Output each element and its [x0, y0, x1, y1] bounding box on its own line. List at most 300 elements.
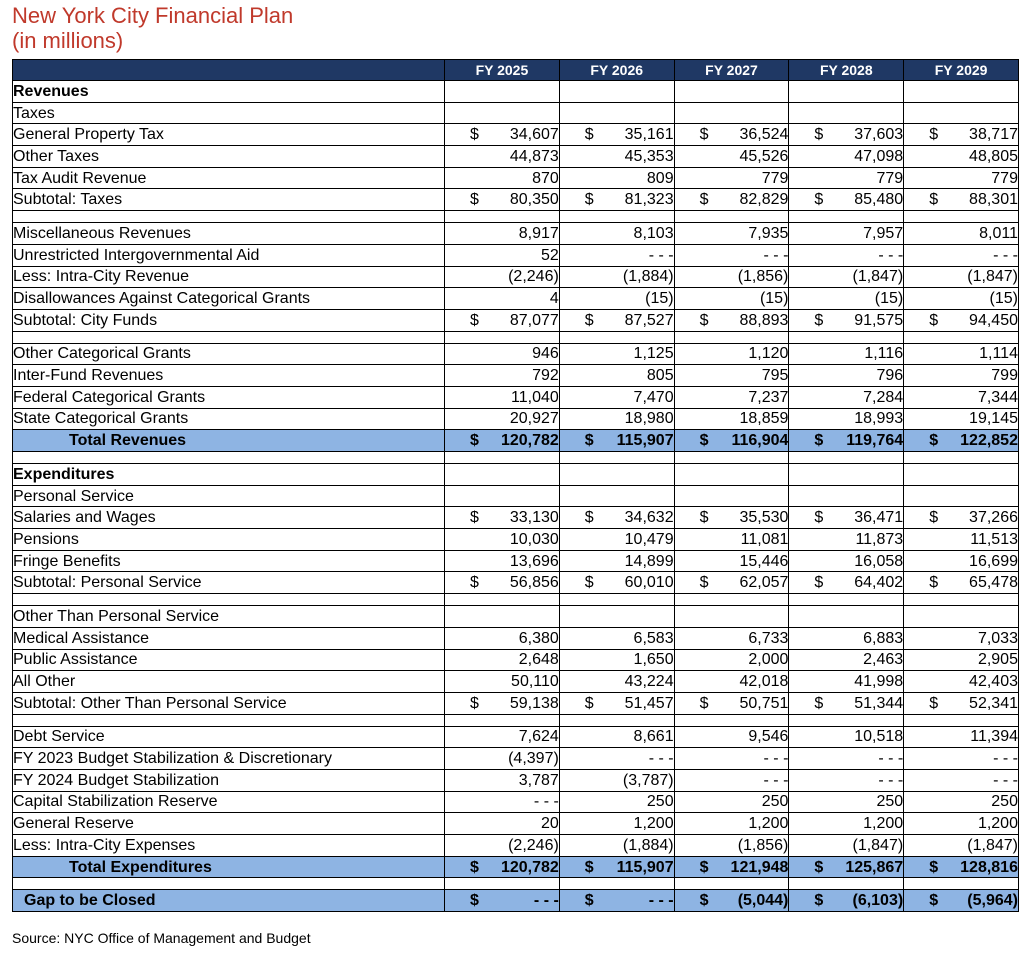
row-label: Inter-Fund Revenues: [13, 365, 445, 387]
currency-symbol: $: [470, 126, 479, 144]
cell-value: 870: [532, 169, 559, 187]
column-header: FY 2025: [445, 60, 560, 81]
value-cell: [789, 791, 904, 813]
spacer-cell: [559, 878, 674, 890]
cell-value: 38,717: [969, 126, 1018, 144]
cell-value: 9,546: [748, 728, 789, 746]
row-label: All Other: [13, 671, 445, 693]
currency-symbol: $: [929, 311, 939, 329]
cell-value: 41,998: [854, 673, 904, 691]
currency-symbol: $: [699, 191, 709, 209]
value-cell: [559, 288, 674, 310]
row-label: Subtotal: Personal Service: [13, 572, 445, 594]
value-cell: [445, 102, 560, 124]
table-header: [13, 60, 1019, 81]
cell-value: 1,200: [977, 815, 1018, 833]
value-cell: [445, 189, 560, 211]
cell-value: - - -: [533, 793, 559, 811]
value-cell: [789, 649, 904, 671]
cell-value: 6,733: [748, 629, 789, 647]
table-row: [13, 529, 1019, 551]
row-label: Fringe Benefits: [13, 550, 445, 572]
group-row: [13, 606, 1019, 628]
table-row: [13, 572, 1019, 594]
cell-value: 946: [532, 345, 559, 363]
cell-value: 20,927: [509, 410, 559, 428]
spacer-cell: [904, 594, 1019, 606]
spacer-cell: [13, 452, 445, 464]
cell-value: 116,904: [731, 432, 789, 450]
value-cell: [904, 692, 1019, 714]
cell-value: (1,884): [622, 836, 674, 854]
value-cell: [445, 343, 560, 365]
value-cell: [559, 649, 674, 671]
cell-value: 87,077: [509, 311, 559, 329]
value-cell: [559, 223, 674, 245]
cell-value: (1,856): [737, 268, 789, 286]
cell-value: 14,899: [624, 552, 674, 570]
cell-value: 1,650: [633, 651, 674, 669]
value-cell: [445, 81, 560, 103]
value-cell: [445, 309, 560, 331]
cell-value: 50,751: [739, 694, 789, 712]
cell-value: (5,964): [967, 892, 1018, 910]
table-row: [13, 124, 1019, 146]
cell-value: - - -: [993, 750, 1018, 768]
cell-value: 81,323: [624, 191, 674, 209]
value-cell: [904, 485, 1019, 507]
table-row: [13, 189, 1019, 211]
cell-value: 91,575: [854, 311, 904, 329]
currency-symbol: $: [584, 311, 594, 329]
table-row: [13, 309, 1019, 331]
row-label: Salaries and Wages: [13, 507, 445, 529]
value-cell: [559, 748, 674, 770]
header-corner: [13, 60, 445, 81]
row-label: Expenditures: [13, 464, 445, 486]
cell-value: - - -: [763, 750, 789, 768]
value-cell: [559, 167, 674, 189]
spacer-cell: [904, 211, 1019, 223]
value-cell: [789, 529, 904, 551]
row-label: Other Than Personal Service: [13, 606, 445, 628]
value-cell: [904, 223, 1019, 245]
value-cell: [904, 408, 1019, 430]
row-label: Miscellaneous Revenues: [13, 223, 445, 245]
value-cell: [904, 529, 1019, 551]
cell-value: 16,699: [969, 552, 1018, 570]
value-cell: [674, 81, 789, 103]
value-cell: [789, 671, 904, 693]
value-cell: [904, 365, 1019, 387]
table-row: [13, 649, 1019, 671]
cell-value: 2,648: [518, 651, 559, 669]
cell-value: (15): [874, 290, 904, 308]
cell-value: (1,847): [852, 836, 904, 854]
value-cell: [789, 550, 904, 572]
value-cell: [559, 550, 674, 572]
cell-value: 121,948: [730, 858, 789, 876]
cell-value: 7,237: [748, 388, 789, 406]
value-cell: [904, 124, 1019, 146]
cell-value: - - -: [878, 750, 904, 768]
cell-value: 115,907: [616, 432, 674, 450]
value-cell: [674, 485, 789, 507]
table-row: [13, 386, 1019, 408]
cell-value: 51,457: [624, 694, 674, 712]
value-cell: [445, 726, 560, 748]
cell-value: 7,033: [977, 629, 1018, 647]
cell-value: - - -: [763, 246, 789, 264]
currency-symbol: $: [584, 892, 594, 910]
value-cell: [445, 124, 560, 146]
spacer-cell: [13, 878, 445, 890]
spacer-cell: [674, 211, 789, 223]
spacer-cell: [674, 452, 789, 464]
spacer-cell: [445, 452, 560, 464]
value-cell: [559, 464, 674, 486]
cell-value: 250: [991, 793, 1018, 811]
table-row: [13, 507, 1019, 529]
cell-value: 779: [991, 169, 1018, 187]
value-cell: [789, 408, 904, 430]
value-cell: [559, 266, 674, 288]
value-cell: [445, 692, 560, 714]
column-header: FY 2027: [674, 60, 789, 81]
spacer-cell: [789, 331, 904, 343]
value-cell: [559, 572, 674, 594]
value-cell: [674, 223, 789, 245]
value-cell: [445, 485, 560, 507]
row-label: General Reserve: [13, 813, 445, 835]
cell-value: 35,161: [624, 126, 674, 144]
cell-value: 36,471: [854, 509, 904, 527]
cell-value: 779: [876, 169, 904, 187]
value-cell: [674, 627, 789, 649]
cell-value: 8,661: [633, 728, 674, 746]
section-row: [13, 464, 1019, 486]
value-cell: [904, 671, 1019, 693]
cell-value: 8,103: [633, 224, 674, 242]
value-cell: [445, 856, 560, 878]
currency-symbol: $: [584, 509, 594, 527]
value-cell: [674, 102, 789, 124]
row-label: Medical Assistance: [13, 627, 445, 649]
cell-value: 2,000: [748, 651, 789, 669]
currency-symbol: $: [699, 126, 709, 144]
header-row: [13, 60, 1019, 81]
value-cell: [445, 365, 560, 387]
row-label: Other Taxes: [13, 146, 445, 168]
value-cell: [789, 244, 904, 266]
cell-value: 11,081: [740, 530, 789, 548]
value-cell: [904, 572, 1019, 594]
cell-value: 85,480: [854, 191, 904, 209]
cell-value: 51,344: [854, 694, 904, 712]
currency-symbol: $: [470, 858, 479, 876]
value-cell: [904, 430, 1019, 452]
cell-value: 44,873: [509, 147, 559, 165]
table-row: [13, 813, 1019, 835]
cell-value: - - -: [763, 771, 789, 789]
value-cell: [559, 102, 674, 124]
value-cell: [674, 288, 789, 310]
value-cell: [789, 507, 904, 529]
spacer-cell: [13, 594, 445, 606]
row-label: General Property Tax: [13, 124, 445, 146]
spacer-cell: [559, 211, 674, 223]
spacer-cell: [674, 331, 789, 343]
cell-value: (2,246): [508, 268, 559, 286]
cell-value: 64,402: [854, 574, 904, 592]
row-label: Taxes: [13, 102, 445, 124]
gap-row: [13, 890, 1019, 912]
value-cell: [789, 102, 904, 124]
value-cell: [789, 430, 904, 452]
value-cell: [445, 146, 560, 168]
cell-value: - - -: [993, 771, 1018, 789]
value-cell: [904, 748, 1019, 770]
value-cell: [445, 671, 560, 693]
cell-value: 11,040: [511, 388, 559, 406]
value-cell: [674, 748, 789, 770]
cell-value: (15): [759, 290, 789, 308]
value-cell: [789, 572, 904, 594]
cell-value: 37,603: [854, 126, 904, 144]
financial-plan-table: [12, 59, 1019, 912]
currency-symbol: $: [814, 892, 824, 910]
row-label: Unrestricted Intergovernmental Aid: [13, 244, 445, 266]
currency-symbol: $: [470, 509, 479, 527]
value-cell: [674, 890, 789, 912]
currency-symbol: $: [470, 311, 479, 329]
value-cell: [674, 769, 789, 791]
value-cell: [789, 81, 904, 103]
cell-value: 35,530: [739, 509, 789, 527]
currency-symbol: $: [584, 574, 594, 592]
cell-value: 799: [991, 367, 1018, 385]
spacer-row: [13, 714, 1019, 726]
cell-value: 10,479: [624, 530, 674, 548]
currency-symbol: $: [699, 432, 709, 450]
value-cell: [674, 189, 789, 211]
cell-value: 1,200: [748, 815, 789, 833]
currency-symbol: $: [584, 432, 594, 450]
cell-value: (2,246): [508, 836, 559, 854]
cell-value: 45,526: [739, 147, 789, 165]
cell-value: 8,011: [979, 224, 1018, 242]
value-cell: [904, 343, 1019, 365]
value-cell: [904, 189, 1019, 211]
value-cell: [904, 769, 1019, 791]
value-cell: [445, 464, 560, 486]
column-header: FY 2028: [789, 60, 904, 81]
cell-value: 120,782: [500, 432, 559, 450]
currency-symbol: $: [814, 509, 824, 527]
table-row: [13, 671, 1019, 693]
value-cell: [904, 726, 1019, 748]
cell-value: 88,893: [739, 311, 789, 329]
value-cell: [789, 748, 904, 770]
currency-symbol: $: [699, 311, 709, 329]
value-cell: [674, 365, 789, 387]
value-cell: [904, 550, 1019, 572]
cell-value: - - -: [878, 771, 904, 789]
cell-value: - - -: [648, 892, 674, 910]
column-header: FY 2029: [904, 60, 1019, 81]
value-cell: [445, 244, 560, 266]
value-cell: [445, 572, 560, 594]
cell-value: 796: [876, 367, 904, 385]
currency-symbol: $: [929, 509, 939, 527]
cell-value: - - -: [878, 246, 904, 264]
cell-value: - - -: [648, 750, 674, 768]
value-cell: [445, 529, 560, 551]
value-cell: [559, 124, 674, 146]
value-cell: [559, 507, 674, 529]
value-cell: [445, 813, 560, 835]
value-cell: [789, 769, 904, 791]
value-cell: [445, 835, 560, 857]
currency-symbol: $: [470, 892, 479, 910]
row-label: Revenues: [13, 81, 445, 103]
spacer-cell: [904, 452, 1019, 464]
cell-value: 7,284: [863, 388, 904, 406]
cell-value: 792: [532, 367, 559, 385]
value-cell: [674, 309, 789, 331]
currency-symbol: $: [814, 191, 824, 209]
cell-value: 48,805: [969, 147, 1018, 165]
value-cell: [559, 890, 674, 912]
currency-symbol: $: [814, 311, 824, 329]
currency-symbol: $: [584, 191, 594, 209]
value-cell: [789, 309, 904, 331]
value-cell: [674, 572, 789, 594]
value-cell: [904, 102, 1019, 124]
group-row: [13, 485, 1019, 507]
value-cell: [559, 485, 674, 507]
cell-value: (15): [645, 290, 674, 308]
spacer-cell: [559, 452, 674, 464]
cell-value: 34,632: [624, 509, 674, 527]
cell-value: 10,518: [854, 728, 904, 746]
value-cell: [559, 189, 674, 211]
row-label: Subtotal: City Funds: [13, 309, 445, 331]
spacer-row: [13, 594, 1019, 606]
spacer-cell: [445, 714, 560, 726]
value-cell: [445, 649, 560, 671]
value-cell: [789, 124, 904, 146]
cell-value: (1,847): [852, 268, 904, 286]
row-label: Disallowances Against Categorical Grants: [13, 288, 445, 310]
value-cell: [445, 550, 560, 572]
value-cell: [789, 288, 904, 310]
spacer-row: [13, 331, 1019, 343]
row-label: Less: Intra-City Expenses: [13, 835, 445, 857]
cell-value: 6,583: [633, 629, 674, 647]
value-cell: [789, 464, 904, 486]
cell-value: 250: [761, 793, 789, 811]
currency-symbol: $: [814, 694, 824, 712]
table-row: [13, 627, 1019, 649]
cell-value: 3,787: [518, 771, 559, 789]
cell-value: 250: [646, 793, 674, 811]
table-row: [13, 769, 1019, 791]
spacer-row: [13, 452, 1019, 464]
cell-value: 6,883: [863, 629, 904, 647]
value-cell: [789, 189, 904, 211]
cell-value: 7,470: [633, 388, 674, 406]
value-cell: [559, 835, 674, 857]
cell-value: 82,829: [739, 191, 789, 209]
cell-value: (1,884): [622, 268, 674, 286]
cell-value: 18,980: [624, 410, 674, 428]
value-cell: [904, 167, 1019, 189]
spacer-cell: [13, 211, 445, 223]
cell-value: 47,098: [854, 147, 904, 165]
cell-value: 45,353: [624, 147, 674, 165]
value-cell: [789, 223, 904, 245]
cell-value: 11,394: [970, 728, 1018, 746]
column-header: FY 2026: [559, 60, 674, 81]
value-cell: [559, 386, 674, 408]
value-cell: [559, 606, 674, 628]
table-row: [13, 748, 1019, 770]
currency-symbol: $: [929, 126, 939, 144]
spacer-cell: [559, 594, 674, 606]
row-label: Gap to be Closed: [13, 890, 445, 912]
table-row: [13, 167, 1019, 189]
cell-value: 120,782: [500, 858, 559, 876]
table-row: [13, 550, 1019, 572]
cell-value: 42,018: [739, 673, 789, 691]
value-cell: [904, 649, 1019, 671]
currency-symbol: $: [584, 126, 594, 144]
value-cell: [559, 692, 674, 714]
row-label: Total Expenditures: [13, 856, 445, 878]
table-row: [13, 223, 1019, 245]
spacer-cell: [13, 714, 445, 726]
value-cell: [559, 365, 674, 387]
table-row: [13, 266, 1019, 288]
value-cell: [674, 244, 789, 266]
value-cell: [674, 507, 789, 529]
spacer-cell: [674, 714, 789, 726]
value-cell: [674, 791, 789, 813]
cell-value: (1,856): [737, 836, 789, 854]
spacer-cell: [559, 331, 674, 343]
source-note: Source: NYC Office of Management and Budget: [12, 930, 311, 946]
row-label: Less: Intra-City Revenue: [13, 266, 445, 288]
value-cell: [559, 408, 674, 430]
value-cell: [789, 726, 904, 748]
value-cell: [674, 343, 789, 365]
value-cell: [445, 507, 560, 529]
table-row: [13, 726, 1019, 748]
value-cell: [559, 856, 674, 878]
table-row: [13, 343, 1019, 365]
spacer-cell: [445, 878, 560, 890]
value-cell: [674, 649, 789, 671]
row-label: FY 2024 Budget Stabilization: [13, 769, 445, 791]
cell-value: 60,010: [624, 574, 674, 592]
value-cell: [904, 856, 1019, 878]
cell-value: 20: [541, 815, 559, 833]
table-row: [13, 408, 1019, 430]
value-cell: [904, 81, 1019, 103]
cell-value: 250: [876, 793, 904, 811]
row-label: Pensions: [13, 529, 445, 551]
